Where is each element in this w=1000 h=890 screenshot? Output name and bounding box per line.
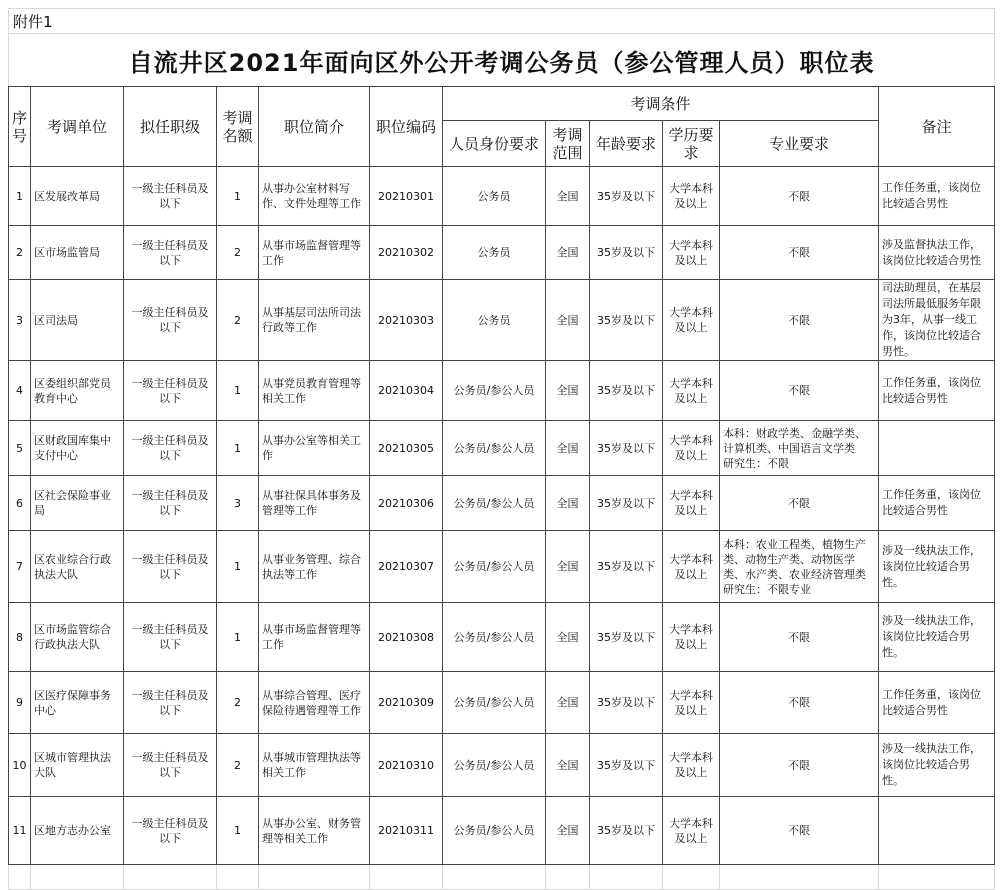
cell-age: 35岁及以下 — [590, 672, 663, 734]
cell-major: 不限 — [720, 167, 879, 226]
cell-scope: 全国 — [546, 476, 590, 531]
cell-remark: 司法助理员，在基层司法所最低服务年限为3年，从事一线工作，该岗位比较适合男性。 — [879, 280, 995, 361]
header-intro: 职位简介 — [259, 87, 370, 167]
cell-code: 20210310 — [370, 734, 443, 797]
cell-identity: 公务员/参公人员 — [443, 531, 546, 603]
cell-code: 20210303 — [370, 280, 443, 361]
cell-major: 不限 — [720, 476, 879, 531]
cell-scope: 全国 — [546, 603, 590, 672]
cell-identity: 公务员/参公人员 — [443, 797, 546, 865]
cell-major: 不限 — [720, 797, 879, 865]
cell-identity: 公务员 — [443, 280, 546, 361]
cell-unit: 区地方志办公室 — [31, 797, 124, 865]
header-conditions: 考调条件 — [443, 87, 879, 121]
cell-seq: 10 — [9, 734, 31, 797]
cell-identity: 公务员/参公人员 — [443, 603, 546, 672]
cell-quota: 1 — [217, 531, 259, 603]
annex-row — [9, 9, 995, 34]
cell-age: 35岁及以下 — [590, 226, 663, 280]
cell-age: 35岁及以下 — [590, 280, 663, 361]
cell-edu: 大学本科及以上 — [663, 476, 720, 531]
table-row — [9, 167, 995, 226]
cell-quota: 1 — [217, 797, 259, 865]
cell-quota: 1 — [217, 361, 259, 421]
cell-scope: 全国 — [546, 167, 590, 226]
cell-intro: 从事办公室、财务管理等相关工作 — [259, 797, 370, 865]
cell-code: 20210311 — [370, 797, 443, 865]
cell-seq: 9 — [9, 672, 31, 734]
cell-edu: 大学本科及以上 — [663, 167, 720, 226]
cell-seq: 2 — [9, 226, 31, 280]
cell-unit: 区城市管理执法大队 — [31, 734, 124, 797]
cell-remark: 工作任务重，该岗位比较适合男性 — [879, 167, 995, 226]
cell-age: 35岁及以下 — [590, 476, 663, 531]
header-seq: 序号 — [9, 87, 31, 167]
cell-grade: 一级主任科员及以下 — [124, 476, 217, 531]
cell-quota: 2 — [217, 226, 259, 280]
cell-unit: 区医疗保障事务中心 — [31, 672, 124, 734]
cell-age: 35岁及以下 — [590, 603, 663, 672]
cell-unit: 区司法局 — [31, 280, 124, 361]
cell-edu: 大学本科及以上 — [663, 226, 720, 280]
cell-scope: 全国 — [546, 531, 590, 603]
cell-identity: 公务员/参公人员 — [443, 734, 546, 797]
table-row — [9, 531, 995, 603]
cell-remark: 涉及一线执法工作，该岗位比较适合男性。 — [879, 531, 995, 603]
cell-unit: 区财政国库集中支付中心 — [31, 421, 124, 476]
table-title: 自流井区2021年面向区外公开考调公务员（参公管理人员）职位表 — [9, 34, 995, 87]
header-age: 年龄要求 — [590, 121, 663, 167]
cell-code: 20210305 — [370, 421, 443, 476]
cell-unit: 区社会保险事业局 — [31, 476, 124, 531]
header-edu: 学历要求 — [663, 121, 720, 167]
cell-grade: 一级主任科员及以下 — [124, 734, 217, 797]
cell-edu: 大学本科及以上 — [663, 421, 720, 476]
cell-intro: 从事党员教育管理等相关工作 — [259, 361, 370, 421]
cell-unit: 区市场监管局 — [31, 226, 124, 280]
table-row — [9, 797, 995, 865]
cell-major: 不限 — [720, 280, 879, 361]
position-table-sheet — [8, 8, 994, 880]
cell-remark: 工作任务重，该岗位比较适合男性 — [879, 672, 995, 734]
cell-quota: 1 — [217, 421, 259, 476]
cell-age: 35岁及以下 — [590, 421, 663, 476]
header-grade: 拟任职级 — [124, 87, 217, 167]
cell-unit: 区市场监管综合行政执法大队 — [31, 603, 124, 672]
table-row — [9, 226, 995, 280]
cell-remark: 涉及监督执法工作，该岗位比较适合男性 — [879, 226, 995, 280]
cell-major: 本科：财政学类、金融学类、计算机类、中国语言文学类 研究生：不限 — [720, 421, 879, 476]
cell-code: 20210307 — [370, 531, 443, 603]
table-row — [9, 476, 995, 531]
cell-intro: 从事城市管理执法等相关工作 — [259, 734, 370, 797]
table-row — [9, 603, 995, 672]
cell-remark — [879, 421, 995, 476]
cell-scope: 全国 — [546, 734, 590, 797]
cell-identity: 公务员/参公人员 — [443, 361, 546, 421]
cell-major: 不限 — [720, 361, 879, 421]
cell-code: 20210304 — [370, 361, 443, 421]
cell-quota: 3 — [217, 476, 259, 531]
cell-age: 35岁及以下 — [590, 797, 663, 865]
cell-quota: 2 — [217, 734, 259, 797]
cell-quota: 1 — [217, 603, 259, 672]
cell-identity: 公务员/参公人员 — [443, 672, 546, 734]
cell-scope: 全国 — [546, 280, 590, 361]
cell-major: 不限 — [720, 226, 879, 280]
table-row — [9, 361, 995, 421]
header-code: 职位编码 — [370, 87, 443, 167]
cell-seq: 6 — [9, 476, 31, 531]
cell-grade: 一级主任科员及以下 — [124, 361, 217, 421]
header-row-1 — [9, 87, 995, 121]
cell-edu: 大学本科及以上 — [663, 531, 720, 603]
table-body — [9, 167, 995, 865]
cell-intro: 从事办公室材料写作、文件处理等工作 — [259, 167, 370, 226]
cell-code: 20210301 — [370, 167, 443, 226]
cell-grade: 一级主任科员及以下 — [124, 603, 217, 672]
cell-code: 20210302 — [370, 226, 443, 280]
cell-seq: 1 — [9, 167, 31, 226]
cell-remark: 涉及一线执法工作，该岗位比较适合男性。 — [879, 734, 995, 797]
cell-seq: 7 — [9, 531, 31, 603]
cell-age: 35岁及以下 — [590, 167, 663, 226]
cell-scope: 全国 — [546, 361, 590, 421]
cell-scope: 全国 — [546, 421, 590, 476]
cell-remark — [879, 797, 995, 865]
cell-identity: 公务员/参公人员 — [443, 476, 546, 531]
cell-identity: 公务员/参公人员 — [443, 421, 546, 476]
title-row — [9, 34, 995, 87]
cell-major: 本科：农业工程类、植物生产类、动物生产类、动物医学类、水产类、农业经济管理类 研究生：不限专业 — [720, 531, 879, 603]
table-row — [9, 421, 995, 476]
cell-unit: 区农业综合行政执法大队 — [31, 531, 124, 603]
cell-grade: 一级主任科员及以下 — [124, 280, 217, 361]
table-row — [9, 734, 995, 797]
cell-quota: 2 — [217, 672, 259, 734]
cell-age: 35岁及以下 — [590, 531, 663, 603]
header-unit: 考调单位 — [31, 87, 124, 167]
cell-grade: 一级主任科员及以下 — [124, 226, 217, 280]
cell-scope: 全国 — [546, 672, 590, 734]
cell-scope: 全国 — [546, 797, 590, 865]
cell-code: 20210306 — [370, 476, 443, 531]
position-table — [8, 8, 995, 890]
header-identity: 人员身份要求 — [443, 121, 546, 167]
cell-grade: 一级主任科员及以下 — [124, 531, 217, 603]
cell-edu: 大学本科及以上 — [663, 603, 720, 672]
cell-age: 35岁及以下 — [590, 734, 663, 797]
header-scope: 考调范围 — [546, 121, 590, 167]
cell-scope: 全国 — [546, 226, 590, 280]
cell-major: 不限 — [720, 603, 879, 672]
cell-code: 20210309 — [370, 672, 443, 734]
cell-major: 不限 — [720, 672, 879, 734]
cell-intro: 从事基层司法所司法行政等工作 — [259, 280, 370, 361]
cell-grade: 一级主任科员及以下 — [124, 797, 217, 865]
cell-seq: 5 — [9, 421, 31, 476]
cell-grade: 一级主任科员及以下 — [124, 421, 217, 476]
cell-identity: 公务员 — [443, 167, 546, 226]
annex-label: 附件1 — [9, 9, 995, 34]
table-row — [9, 280, 995, 361]
cell-edu: 大学本科及以上 — [663, 672, 720, 734]
cell-age: 35岁及以下 — [590, 361, 663, 421]
cell-unit: 区发展改革局 — [31, 167, 124, 226]
cell-unit: 区委组织部党员教育中心 — [31, 361, 124, 421]
cell-major: 不限 — [720, 734, 879, 797]
cell-seq: 11 — [9, 797, 31, 865]
cell-code: 20210308 — [370, 603, 443, 672]
cell-quota: 2 — [217, 280, 259, 361]
header-remark: 备注 — [879, 87, 995, 167]
cell-intro: 从事市场监督管理等工作 — [259, 226, 370, 280]
header-quota: 考调名额 — [217, 87, 259, 167]
cell-edu: 大学本科及以上 — [663, 280, 720, 361]
cell-remark: 工作任务重，该岗位比较适合男性 — [879, 361, 995, 421]
cell-remark: 工作任务重，该岗位比较适合男性 — [879, 476, 995, 531]
cell-edu: 大学本科及以上 — [663, 361, 720, 421]
cell-grade: 一级主任科员及以下 — [124, 672, 217, 734]
cell-intro: 从事业务管理、综合执法等工作 — [259, 531, 370, 603]
cell-intro: 从事办公室等相关工作 — [259, 421, 370, 476]
table-row — [9, 672, 995, 734]
empty-tail-row — [9, 865, 995, 890]
cell-intro: 从事社保具体事务及管理等工作 — [259, 476, 370, 531]
cell-edu: 大学本科及以上 — [663, 797, 720, 865]
cell-remark: 涉及一线执法工作，该岗位比较适合男性。 — [879, 603, 995, 672]
cell-edu: 大学本科及以上 — [663, 734, 720, 797]
cell-intro: 从事综合管理、医疗保险待遇管理等工作 — [259, 672, 370, 734]
cell-seq: 4 — [9, 361, 31, 421]
cell-identity: 公务员 — [443, 226, 546, 280]
cell-quota: 1 — [217, 167, 259, 226]
cell-seq: 3 — [9, 280, 31, 361]
cell-intro: 从事市场监督管理等工作 — [259, 603, 370, 672]
header-major: 专业要求 — [720, 121, 879, 167]
cell-grade: 一级主任科员及以下 — [124, 167, 217, 226]
cell-seq: 8 — [9, 603, 31, 672]
